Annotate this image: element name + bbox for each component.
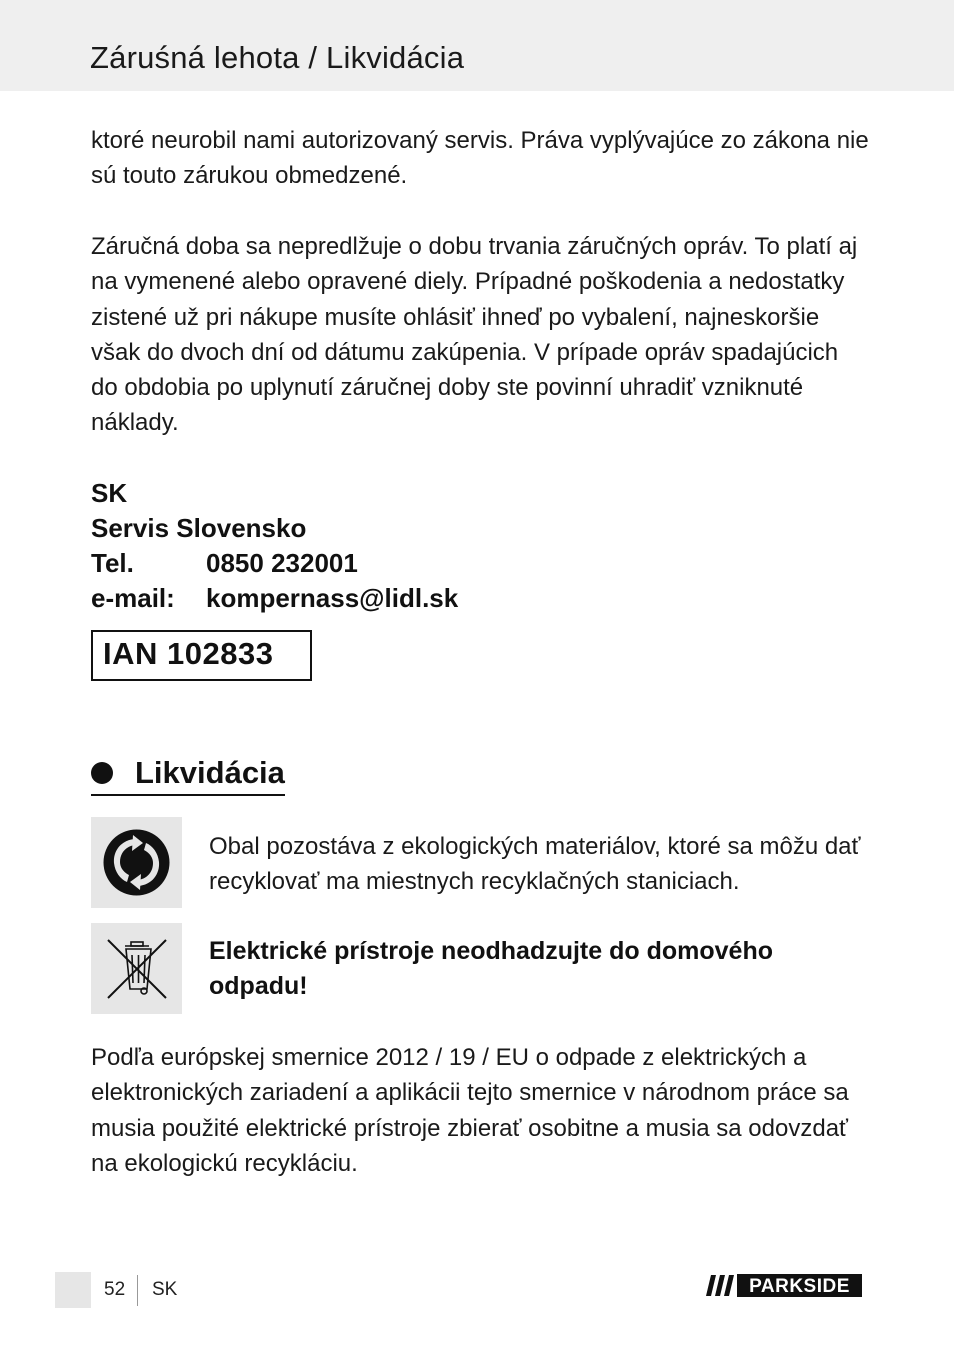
paragraph-eu-directive: Podľa európskej smernice 2012 / 19 / EU o odpade z elektrických a elektronických zariadení a aplikácii tejto smernice v národnom práce sa musia použité elektrické prístroje zbierať osobitne a musia sa odovzdať na ekologickú recykláciu. — [91, 1044, 849, 1177]
phone-number: 0850 232001 — [206, 548, 358, 578]
header-band — [0, 0, 954, 91]
phone-label: Tel. — [91, 548, 134, 578]
paragraph-warranty-scope: ktoré neurobil nami autorizovaný servis. Práva vyplývajúce zo zákona nie sú touto zárukou obmedzené. — [91, 127, 869, 190]
email-address: kompernass@lidl.sk — [206, 583, 459, 613]
section-title: Likvidácia — [135, 755, 285, 790]
crossed-out-wheelie-bin-icon — [91, 923, 182, 1014]
email-label: e-mail: — [91, 583, 175, 613]
ian-box — [91, 630, 312, 681]
ian-number: IAN 102833 — [103, 636, 274, 671]
footer-divider — [137, 1275, 138, 1306]
paragraph-warranty-period: Záručná doba sa nepredlžuje o dobu trvania záručných opráv. To platí aj na vymenené alebo opravené diely. Prípadné poškodenia a nedostatky zistené už pri nákupe musíte ohlásiť ihneď po vybalení, najneskoršie však do dvoch dní od dátumu zakúpenia. V prípade opráv spadajúcich do obdobia po uplynutí záručnej doby ste povinní uhradiť vzniknuté náklady. — [91, 233, 858, 437]
service-name: Servis Slovensko — [91, 513, 307, 543]
brand-name: PARKSIDE — [749, 1276, 850, 1297]
parkside-logo — [705, 1273, 863, 1298]
footer-marker — [55, 1272, 91, 1308]
weee-warning-text: Elektrické prístroje neodhadzujte do domového odpadu! — [209, 937, 773, 1001]
green-dot-recycling-icon — [91, 817, 182, 908]
page-number: 52 — [104, 1279, 126, 1300]
country-code: SK — [91, 478, 128, 508]
page-title: Záruśná lehota / Likvidácia — [90, 40, 465, 75]
bullet-icon — [91, 762, 113, 784]
packaging-recycle-text: Obal pozostáva z ekologických materiálov, ktoré sa môžu dať recyklovať ma miestnych recyklačných staniciach. — [209, 833, 861, 896]
service-contact-block — [91, 476, 458, 616]
section-heading-disposal — [91, 752, 285, 796]
footer-language: SK — [152, 1279, 178, 1300]
